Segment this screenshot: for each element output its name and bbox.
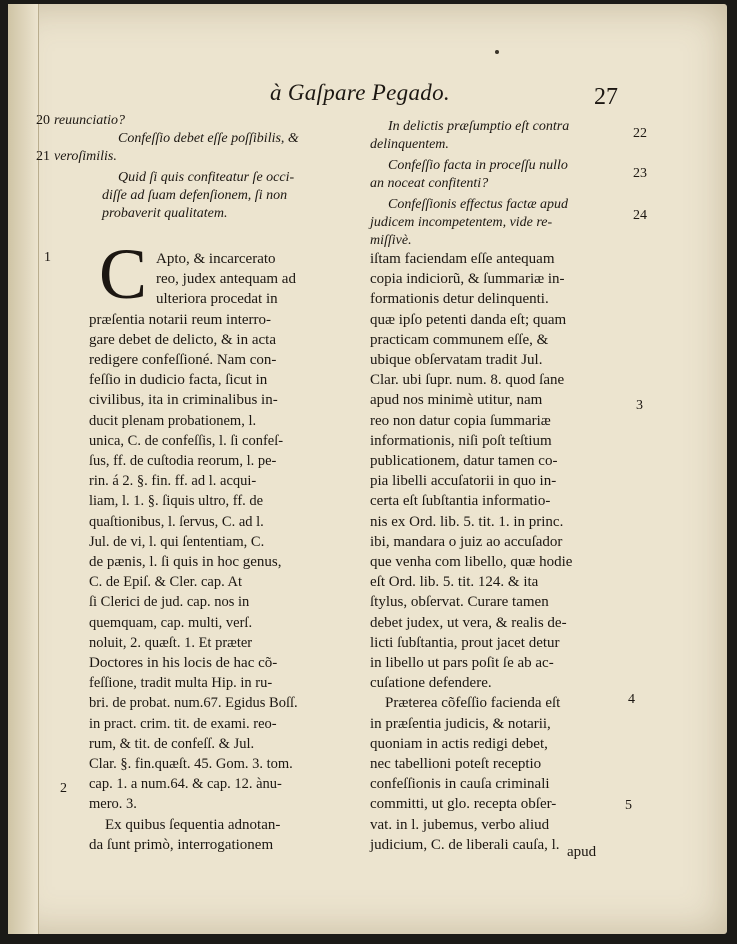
left-column-line: unica, C. de confeſſis, l. ſi confeſ- bbox=[89, 432, 284, 449]
right-column-line: apud nos minimè utitur, nam bbox=[370, 392, 543, 409]
right-column-line: licti ſubſtantia, prout jacet detur bbox=[370, 634, 560, 651]
left-column-line: liam, l. 1. §. ſiquis ultro, ff. de bbox=[89, 493, 264, 510]
right-column-line: ſtylus, obſervat. Curare tamen bbox=[370, 594, 549, 611]
running-head: à Gaſpare Pegado. bbox=[270, 80, 450, 105]
left-column-line: feſſione, tradit multa Hip. in ru- bbox=[89, 675, 273, 692]
right-column-line: quoniam in actis redigi debet, bbox=[370, 735, 548, 752]
right-column-line: debet judex, ut vera, & realis de- bbox=[370, 614, 567, 631]
left-column-line: ſus, ff. de cuſtodia reorum, l. pe- bbox=[89, 453, 277, 469]
right-column-line: que venha com libello, quæ hodie bbox=[370, 554, 573, 570]
margin-number-21: 21 bbox=[36, 149, 50, 164]
right-column-line: certa eſt ſubſtantia informatio- bbox=[370, 493, 551, 510]
summary-left-line: Quid ſi quis confiteatur ſe occi- bbox=[118, 170, 295, 185]
right-column-line: informationis, niſi poſt teſtium bbox=[370, 432, 552, 449]
right-column-line: formationis detur delinquenti. bbox=[370, 291, 549, 308]
right-column-line: quæ ipſo petenti danda eſt; quam bbox=[370, 311, 567, 328]
left-column-line: Apto, & incarcerato bbox=[156, 251, 276, 267]
summary-left-line: 20 reuunciatio? bbox=[36, 113, 126, 128]
right-column-line: pia libelli accuſatorii in quo in- bbox=[370, 473, 557, 490]
catchword: apud bbox=[567, 844, 597, 860]
right-column-line: reo non datur copia ſummariæ bbox=[370, 412, 551, 429]
right-column-line: practicam communem eſſe, & bbox=[370, 331, 549, 348]
left-column-line: de pænis, l. ſi quis in hoc genus, bbox=[89, 554, 282, 570]
left-column-line: quaſtionibus, l. ſervus, C. ad l. bbox=[89, 513, 264, 530]
margin-number-4: 4 bbox=[628, 692, 635, 707]
summary-right-line: Confeſſio facta in proceſſu nullo bbox=[388, 158, 568, 173]
right-column-line: ibi, mandara o juiz ao accuſador bbox=[370, 533, 563, 550]
margin-number-5: 5 bbox=[625, 798, 632, 813]
summary-left-line: diſſe ad ſuam defenſionem, ſi non bbox=[102, 188, 288, 203]
left-column-line: Jul. de vi, l. qui ſententiam, C. bbox=[89, 533, 265, 550]
right-column-line: copia indiciorũ, & ſummariæ in- bbox=[370, 271, 565, 288]
left-column-line: da ſunt primò, interrogationem bbox=[89, 836, 274, 853]
margin-number-23: 23 bbox=[633, 166, 647, 181]
right-column-line: confeſſionis in cauſa criminali bbox=[370, 776, 550, 793]
left-column-line: redigere confeſſioné. Nam con- bbox=[89, 352, 277, 368]
right-column-line: Clar. ubi ſupr. num. 8. quod ſane bbox=[370, 372, 565, 389]
right-column-line: publicationem, datur tamen co- bbox=[370, 453, 558, 469]
left-column-line: reo, judex antequam ad bbox=[156, 271, 296, 288]
left-column-line: gare debet de delicto, & in acta bbox=[89, 331, 276, 348]
left-column-line: ulteriora procedat in bbox=[156, 291, 278, 308]
margin-number-1: 1 bbox=[44, 250, 51, 265]
margin-number-2: 2 bbox=[60, 781, 67, 796]
left-column-line: in pract. crim. tit. de exami. reo- bbox=[89, 715, 277, 732]
left-column-line: ſi Clerici de jud. cap. nos in bbox=[89, 594, 250, 611]
right-column-line: ubique obſervatam tradit Jul. bbox=[370, 352, 543, 368]
summary-right-line: an noceat confitenti? bbox=[370, 176, 489, 191]
margin-number-3: 3 bbox=[636, 398, 643, 413]
right-column-line: iſtam faciendam eſſe antequam bbox=[370, 251, 555, 267]
left-column-line: C. de Epiſ. & Cler. cap. At bbox=[89, 574, 243, 591]
summary-left-line: Confeſſio debet eſſe poſſibilis, & bbox=[118, 131, 299, 146]
left-column-line: Ex quibus ſequentia adnotan- bbox=[105, 816, 281, 833]
left-column-line: rum, & tit. de confeſſ. & Jul. bbox=[89, 735, 255, 752]
left-column-line: bri. de probat. num.67. Egidus Boſſ. bbox=[89, 695, 298, 712]
page-mark-dot bbox=[495, 50, 499, 54]
summary-right-line: In delictis præſumptio eſt contra bbox=[388, 119, 570, 134]
summary-right-line: Confeſſionis effectus factæ apud bbox=[388, 197, 569, 212]
right-column-line: Præterea cõfeſſio facienda eſt bbox=[385, 695, 561, 712]
summary-right-line: miſſivè. bbox=[370, 233, 412, 248]
left-column-line: civilibus, ita in criminalibus in- bbox=[89, 392, 278, 409]
summary-left-line: 21 veroſimilis. bbox=[36, 149, 117, 164]
left-column-line: Doctores in his locis de hac cõ- bbox=[89, 655, 278, 671]
left-column-line: præſentia notarii reum interro- bbox=[89, 311, 272, 328]
right-column-line: in præſentia judicis, & notarii, bbox=[370, 715, 551, 732]
left-column-line: Clar. §. fin.quæſt. 45. Gom. 3. tom. bbox=[89, 756, 293, 772]
right-column-line: in libello ut pars poſit ſe ab ac- bbox=[370, 655, 554, 671]
margin-number-22: 22 bbox=[633, 126, 647, 141]
right-column-line: nis ex Ord. lib. 5. tit. 1. in princ. bbox=[370, 513, 564, 530]
left-column-line: noluit, 2. quæſt. 1. Et præter bbox=[89, 634, 253, 651]
left-column-line: quemquam, cap. multi, verſ. bbox=[89, 614, 253, 631]
left-column-line: cap. 1. a num.64. & cap. 12. ànu- bbox=[89, 776, 282, 793]
page-number: 27 bbox=[594, 84, 618, 110]
summary-right-line: judicem incompetentem, vide re- bbox=[370, 215, 553, 230]
margin-number-24: 24 bbox=[633, 208, 647, 223]
right-column-line: committi, ut glo. recepta obſer- bbox=[370, 796, 557, 813]
left-column-line: mero. 3. bbox=[89, 796, 137, 813]
left-column-line: rin. á 2. §. fin. ff. ad l. acqui- bbox=[89, 473, 257, 490]
left-column-line: ducit plenam probationem, l. bbox=[89, 412, 257, 429]
right-column-line: nec tabellioni poteſt receptio bbox=[370, 756, 542, 772]
drop-cap: C bbox=[99, 234, 148, 314]
right-column-line: vat. in l. jubemus, verbo aliud bbox=[370, 816, 550, 833]
summary-right-line: delinquentem. bbox=[370, 137, 449, 152]
left-column-line: feſſio in dudicio facta, ſicut in bbox=[89, 372, 268, 389]
right-column-line: judicium, C. de liberali cauſa, l. bbox=[370, 836, 560, 853]
right-column-line: eſt Ord. lib. 5. tit. 124. & ita bbox=[370, 574, 539, 591]
book-gutter bbox=[8, 4, 39, 934]
margin-number-20: 20 bbox=[36, 113, 50, 128]
summary-left-line: probaverit qualitatem. bbox=[102, 206, 228, 221]
right-column-line: cuſatione defendere. bbox=[370, 675, 492, 692]
